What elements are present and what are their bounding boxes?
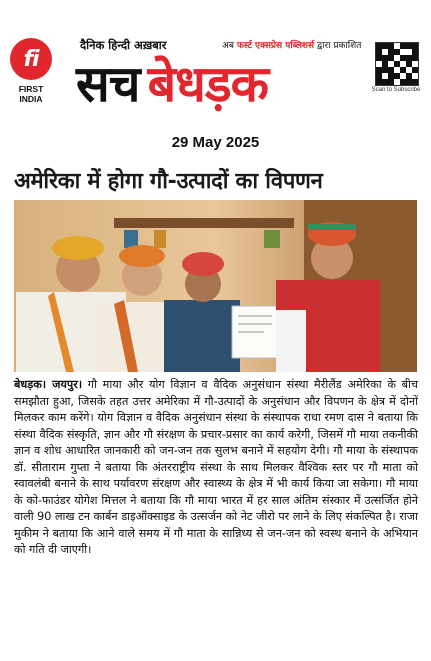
qr-caption: Scan to Subscribe	[371, 87, 421, 93]
article-lead: बेधड़क। जयपुर।	[14, 378, 83, 391]
tagline-suffix: द्वारा प्रकाशित	[317, 41, 362, 51]
first-india-logo-icon	[10, 38, 52, 80]
article-text: गौ माया और योग विज्ञान व वैदिक अनुसंधान संस्था मैरीलैंड अमेरिका के बीच समझौता हुआ, जिसके तहत उत्तर अमेरिका में गौ-उत्पादों के अनुसंधान और विपणन के क्षेत्र में दोनों मिलकर काम करेंगे। योग विज्ञान व वैदिक अनुसंधान संस्था के संस्थापक राधा रमण दास ने बताया कि संस्था वैदिक संस्कृति, ज्ञान और गौ संरक्षण के प्रचार-प्रसार का कार्य करेगी, जिसमें गौ माया तकनीकी ज्ञान व शोध आधारित जानकारी को जन-जन तक सुलभ बनाने में सहयोग देगी। गौ माया के संस्थापक डॉ. सीताराम गुप्ता ने बताया कि अंतरराष्ट्रीय संस्था के साथ मिलकर वैश्विक स्तर पर गौ माता को स्वावलंबी बनाने के साथ पर्यावरण संरक्षण और स्वास्थ्य के क्षेत्र में भी कार्य किया जा सकेगा। गौ माया के को-फाउंडर योगेश मित्तल ने बताया कि गौ माया भारत में हर साल अंतिम संस्कार में उत्सर्जित होने वाली 90 लाख टन कार्बन डाइऑक्साइड के उत्सर्जन को नेट जीरो पर लाने के लिए संकल्पित है। राजा मुकीम ने बताया कि आने वाले समय में गौ माता के सान्निध्य से जन-जन को स्वस्थ बनाने के अभियान को गति दी जाएगी।	[14, 378, 419, 556]
logo-caption: FIRST INDIA	[18, 84, 44, 104]
article-headline: अमेरिका में होगा गौ-उत्पादों का विपणन	[14, 169, 323, 194]
article-photo	[14, 200, 417, 372]
newspaper-brand	[76, 48, 268, 126]
tagline-left: दैनिक हिन्दी अख़बार	[80, 38, 167, 52]
masthead	[0, 0, 431, 112]
article-body	[14, 377, 418, 559]
brand-word-1: सच	[76, 55, 140, 113]
tagline-prefix: अब	[222, 41, 235, 51]
brand-word-2: बेधड़क	[147, 55, 269, 113]
photo-illustration	[14, 200, 417, 372]
tagline-accent: फर्स्ट एक्सप्रेस पब्लिशर्स	[236, 41, 315, 51]
qr-code-icon	[375, 42, 419, 86]
logo-text: fi	[23, 46, 39, 72]
article-date: 29 May 2025	[171, 134, 260, 151]
